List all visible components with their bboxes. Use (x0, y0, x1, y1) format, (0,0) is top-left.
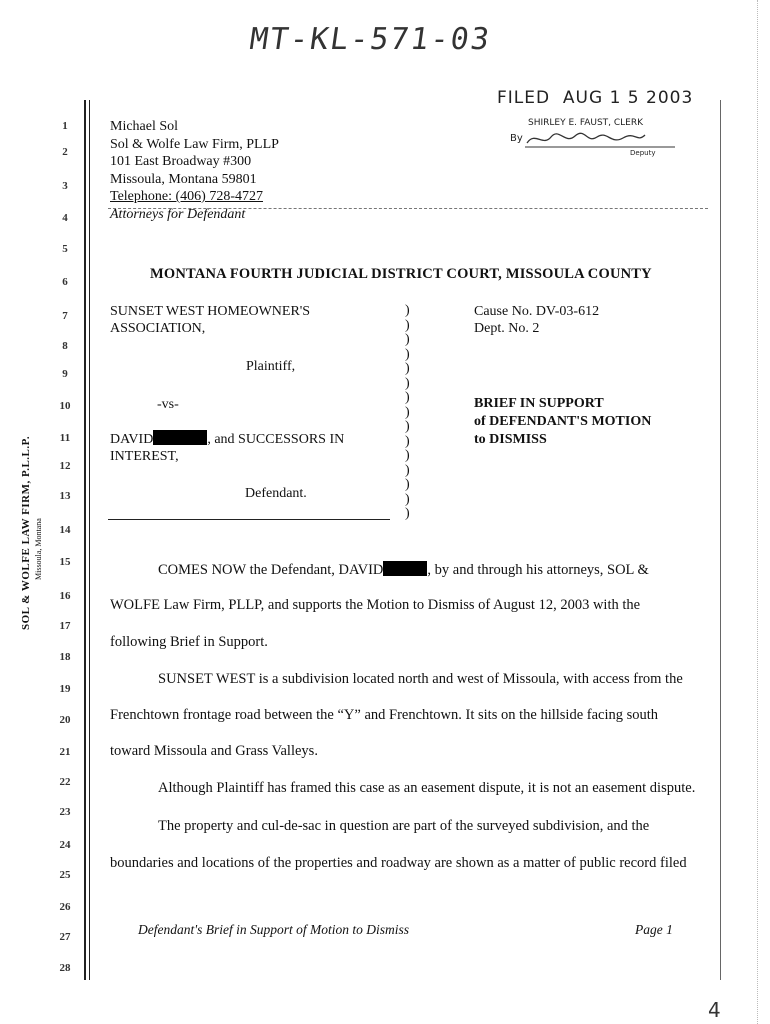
line-number: 20 (59, 714, 71, 726)
footer-title: Defendant's Brief in Support of Motion to Dismiss (138, 922, 410, 937)
paragraph-1-line2: WOLFE Law Firm, PLLP, and supports the Motion to Dismiss of August 12, 2003 with the (110, 597, 641, 613)
line-number: 14 (59, 524, 71, 536)
p1-text-a: COMES NOW the Defendant, DAVID (158, 562, 384, 578)
paragraph-3: Although Plaintiff has framed this case as an easement dispute, it is not an easement dispute. (158, 780, 696, 796)
left-margin-rule-inner (89, 100, 90, 980)
line-number: 28 (59, 962, 71, 974)
brief-title-line1: BRIEF IN SUPPORT (474, 396, 604, 411)
scan-edge (757, 0, 758, 1024)
line-number: 6 (62, 276, 68, 288)
defendant-name (110, 430, 344, 465)
line-number: 5 (62, 243, 68, 255)
paragraph-4-line1: The property and cul-de-sac in question are part of the surveyed subdivision, and the (158, 818, 650, 834)
line-number: 23 (59, 806, 71, 818)
line-number: 4 (62, 212, 68, 224)
line-number: 24 (59, 839, 71, 851)
line-number: 2 (62, 146, 68, 158)
handwritten-case-id: MT-KL-571-03 (247, 22, 494, 57)
side-firm-city: Missoula, Montana (34, 518, 43, 580)
side-firm-name: SOL & WOLFE LAW FIRM, P.L.L.P. (20, 435, 32, 630)
line-number: 10 (59, 400, 71, 412)
line-number: 1 (62, 120, 68, 132)
line-number: 13 (59, 490, 71, 502)
versus: -vs- (157, 397, 179, 412)
line-number: 9 (62, 368, 68, 380)
paragraph-2-line1: SUNSET WEST is a subdivision located north and west of Missoula, with access from the (158, 671, 683, 687)
brief-title-line2: of DEFENDANT'S MOTION (474, 414, 652, 429)
filed-stamp (497, 88, 693, 108)
line-number: 26 (59, 901, 71, 913)
court-heading: MONTANA FOURTH JUDICIAL DISTRICT COURT, MISSOULA COUNTY (150, 266, 652, 282)
line-number: 25 (59, 869, 71, 881)
defendant-name-rest: , and SUCCESSORS IN (207, 432, 345, 447)
defendant-label: Defendant. (245, 486, 307, 501)
line-number: 27 (59, 931, 71, 943)
header-divider (108, 208, 708, 209)
line-number: 17 (59, 620, 71, 632)
paragraph-2-line3: toward Missoula and Grass Valleys. (110, 743, 318, 759)
line-number: 22 (59, 776, 71, 788)
attorney-city: Missoula, Montana 59801 (110, 171, 257, 187)
line-number: 11 (59, 432, 71, 444)
right-margin-rule (720, 100, 721, 980)
caption-underline (108, 519, 390, 520)
attorney-street: 101 East Broadway #300 (110, 154, 252, 169)
paragraph-2-line2: Frenchtown frontage road between the “Y” and Frenchtown. It sits on the hillside facing south (110, 707, 659, 723)
dept-number: Dept. No. 2 (474, 321, 540, 336)
line-number: 19 (59, 683, 71, 695)
line-number: 21 (59, 746, 71, 758)
paragraph-1-line1 (158, 561, 649, 579)
line-number: 7 (62, 310, 68, 322)
plaintiff-name (110, 303, 310, 337)
deputy-label: Deputy (630, 149, 656, 157)
p1-text-b: , by and through his attorneys, SOL & (427, 562, 649, 578)
clerk-name: SHIRLEY E. FAUST, CLERK (528, 118, 644, 128)
plaintiff-name-line2: ASSOCIATION, (110, 321, 206, 336)
plaintiff-name-line1: SUNSET WEST HOMEOWNER'S (110, 304, 311, 319)
cause-number: Cause No. DV-03-612 (474, 304, 600, 319)
attorney-phone: Telephone: (406) 728-4727 (110, 189, 263, 204)
filed-label: FILED (497, 88, 551, 108)
filed-date: AUG 1 5 2003 (562, 88, 694, 108)
defendant-first-name: DAVID (110, 432, 154, 447)
paragraph-4-line2: boundaries and locations of the properties and roadway are shown as a matter of public record filed (110, 855, 687, 871)
page-mark: 4 (708, 998, 721, 1022)
line-number: 12 (59, 460, 71, 472)
line-number: 16 (59, 590, 71, 602)
brief-title (474, 395, 651, 449)
attorney-role: Attorneys for Defendant (110, 206, 246, 222)
line-number: 3 (62, 180, 68, 192)
brief-title-line3: to DISMISS (474, 432, 547, 447)
attorney-name: Michael Sol (110, 119, 179, 134)
left-margin-rule (84, 100, 86, 980)
line-number: 15 (59, 556, 71, 568)
defendant-name-line2: INTEREST, (110, 449, 179, 464)
clerk-by: By (510, 133, 523, 144)
paragraph-1-line3: following Brief in Support. (110, 634, 268, 650)
caption-parens: ) ) ) ) ) ) ) ) ) ) ) ) ) ) ) (405, 303, 410, 521)
attorney-firm: Sol & Wolfe Law Firm, PLLP (110, 136, 279, 152)
case-numbers (474, 303, 599, 337)
redaction-bar (153, 430, 207, 445)
line-number: 18 (59, 651, 71, 663)
redaction-bar (383, 561, 427, 576)
line-number: 8 (62, 340, 68, 352)
deputy-signature (525, 129, 675, 151)
footer-page: Page 1 (635, 922, 673, 937)
plaintiff-label: Plaintiff, (246, 359, 296, 374)
